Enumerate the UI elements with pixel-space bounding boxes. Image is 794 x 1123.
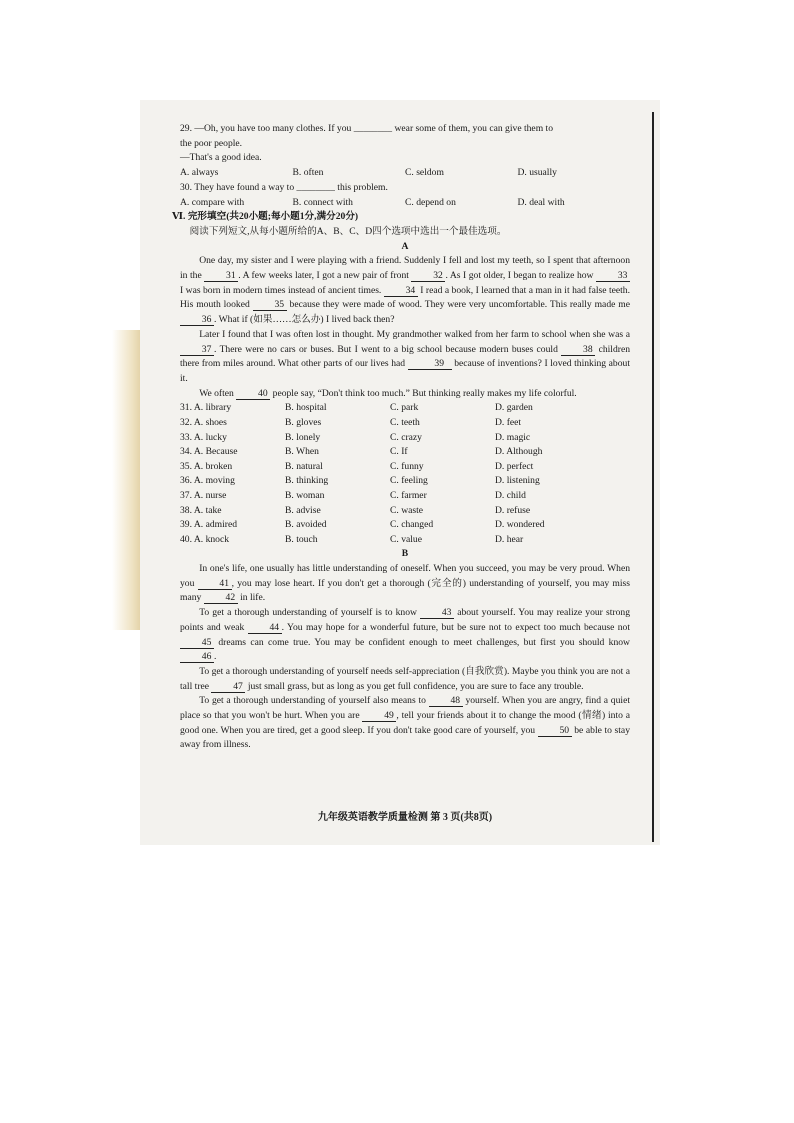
- option: C. park: [390, 402, 419, 414]
- text-run: To get a thorough understanding of yourself is to know: [199, 607, 421, 619]
- page-footer: 九年级英语教学质量检测 第 3 页(共8页): [317, 812, 493, 823]
- blank-38: 38: [561, 344, 595, 356]
- blank-48: 48: [429, 695, 463, 707]
- text-run: I read a book, I learned that a man in it had false teeth. His mouth looked: [180, 284, 630, 311]
- options-31-40: [180, 401, 630, 547]
- option: D. wondered: [495, 519, 545, 531]
- text-run: I was born in modern times instead of ancient times.: [180, 284, 384, 296]
- option: 37. A. nurse: [180, 489, 227, 501]
- q29-line1: 29. —Oh, you have too many clothes. If you ________ wear some of them, you can give them to: [180, 123, 554, 134]
- q30-options: [180, 196, 630, 211]
- option: 33. A. lucky: [180, 431, 227, 443]
- option: B. advise: [285, 504, 321, 516]
- passage-b-paragraph: [180, 606, 630, 665]
- section-title: Ⅵ. 完形填空(共20小题;每小题1分,满分20分): [172, 211, 359, 223]
- option: D. feet: [495, 416, 522, 428]
- blank-31: 31: [204, 270, 238, 282]
- blank-42: 42: [204, 592, 238, 604]
- option: A. always: [180, 167, 219, 179]
- text-run: yourself. When you are angry, find a quiet place so that you won't be hurt. When you are: [180, 695, 630, 722]
- option: C. depend on: [405, 196, 456, 208]
- text-run: because of inventions? I loved thinking about it.: [180, 358, 630, 384]
- option: D. hear: [495, 533, 524, 545]
- text-run: . There were no cars or buses. But I went to a big school because modern buses could: [214, 343, 562, 355]
- passage-a-paragraph: [180, 387, 630, 402]
- option: C. feeling: [390, 475, 428, 487]
- text-run: dreams can come true. You may be confident enough to meet challenges, but first you should know: [214, 636, 630, 648]
- text-run: just small grass, but as long as you get full confidence, you are sure to face any trouble.: [245, 680, 584, 692]
- option: D. child: [495, 489, 526, 501]
- option: B. often: [292, 167, 324, 179]
- q30-line1: 30. They have found a way to ________ this problem.: [180, 181, 388, 193]
- blank-50: 50: [538, 725, 572, 737]
- text-run: about yourself. You may realize your strong points and weak: [180, 607, 630, 633]
- margin-rule: [652, 112, 654, 842]
- option: D. usually: [517, 167, 557, 179]
- q29-options: [180, 166, 630, 181]
- option: 31. A. library: [180, 402, 232, 414]
- passage-a-paragraph: [180, 254, 630, 328]
- blank-34: 34: [384, 285, 418, 297]
- option: C. changed: [390, 519, 434, 531]
- option: C. farmer: [390, 489, 427, 501]
- option: C. crazy: [390, 431, 422, 443]
- option: 32. A. shoes: [180, 416, 227, 428]
- option: D. magic: [495, 431, 531, 443]
- text-run: .: [214, 651, 217, 663]
- text-run: We often: [199, 387, 237, 399]
- option: D. listening: [495, 475, 540, 487]
- passage-b-paragraph: [180, 694, 630, 753]
- option: C. value: [390, 533, 422, 545]
- option: B. connect with: [292, 196, 353, 208]
- option: 34. A. Because: [180, 446, 238, 458]
- q29-line2: the poor people.: [180, 137, 243, 149]
- blank-40: 40: [236, 388, 270, 400]
- section-instruction: 阅读下列短文,从每小题所给的A、B、C、D四个选项中选出一个最佳选项。: [189, 225, 507, 237]
- text-run: because they were made of wood. They were very uncomfortable. This really made me: [286, 299, 630, 311]
- text-run: To get a thorough understanding of yourself also means to: [199, 695, 429, 707]
- text-run: . You may hope for a wonderful future, but be sure not to expect too much because not: [281, 621, 630, 633]
- option: B. lonely: [285, 431, 321, 443]
- text-run: Later I found that I was often lost in thought. My grandmother walked from her farm to school when she was a: [199, 328, 630, 340]
- option: B. woman: [285, 489, 325, 501]
- blank-47: 47: [211, 681, 245, 693]
- text-run: , you may lose heart. If you don't get a thorough (完全的) understanding of yourself, you may miss many: [180, 577, 630, 604]
- text-run: in life.: [237, 592, 266, 604]
- option: 39. A. admired: [180, 519, 238, 531]
- option: C. seldom: [405, 167, 444, 179]
- text-run: be able to stay away from illness.: [180, 724, 630, 751]
- text-run: , tell your friends about it to change the mood (情绪) into a good one. When you are tired, get a good sleep. If you don't take good care of yourself, you: [180, 710, 630, 736]
- option: D. refuse: [495, 504, 531, 516]
- passage-b-paragraph: [180, 665, 630, 694]
- text-run: children there from miles around. What other parts of our lives had: [180, 343, 630, 370]
- passage-b-label: B: [401, 548, 409, 560]
- blank-49: 49: [362, 710, 396, 722]
- option: C. If: [390, 446, 408, 458]
- blank-46: 46: [180, 651, 214, 663]
- option: B. thinking: [285, 475, 329, 487]
- option: 38. A. take: [180, 504, 222, 516]
- option: C. funny: [390, 460, 424, 472]
- option: B. touch: [285, 533, 318, 545]
- blank-41: 41: [198, 578, 232, 590]
- option: C. waste: [390, 504, 424, 516]
- blank-43: 43: [420, 607, 454, 619]
- option: B. hospital: [285, 402, 327, 414]
- blank-37: 37: [180, 344, 214, 356]
- blank-32: 32: [411, 270, 445, 282]
- blank-33: 33: [596, 270, 630, 282]
- option: B. natural: [285, 460, 323, 472]
- text-run: . A few weeks later, I got a new pair of front: [238, 270, 412, 282]
- text-run: To get a thorough understanding of yourself needs self-appreciation (自我欣赏). Maybe you think you are not a tall tree: [180, 665, 630, 692]
- option: C. teeth: [390, 416, 420, 428]
- exam-content: [172, 122, 630, 753]
- q29-line3: —That's a good idea.: [180, 152, 262, 164]
- text-run: . What if (如果……怎么办) I lived back then?: [214, 314, 395, 326]
- text-run: One day, my sister and I were playing with a friend. Suddenly I fell and lost my teeth, so I spent that afternoon in the: [180, 255, 630, 282]
- option: 35. A. broken: [180, 460, 233, 472]
- blank-36: 36: [180, 314, 214, 326]
- text-run: In one's life, one usually has little understanding of oneself. When you succeed, you may be very proud. When you: [180, 563, 630, 589]
- option: D. garden: [495, 402, 533, 414]
- blank-45: 45: [180, 637, 214, 649]
- option: 36. A. moving: [180, 475, 235, 487]
- blank-35: 35: [253, 299, 287, 311]
- option: 40. A. knock: [180, 533, 230, 545]
- option: B. avoided: [285, 519, 327, 531]
- text-run: people say, “Don't think too much.” But thinking really makes my life colorful.: [270, 387, 577, 399]
- option: D. Although: [495, 446, 543, 458]
- text-run: . As I got older, I began to realize how: [445, 270, 597, 282]
- blank-39: 39: [408, 358, 452, 370]
- option: B. When: [285, 446, 319, 458]
- option: A. compare with: [180, 196, 245, 208]
- option: D. deal with: [517, 196, 565, 208]
- passage-a-paragraph: [180, 328, 630, 387]
- option: D. perfect: [495, 460, 534, 472]
- option: B. gloves: [285, 416, 322, 428]
- passage-b-paragraph: [180, 562, 630, 606]
- blank-44: 44: [248, 622, 282, 634]
- passage-a-label: A: [401, 240, 409, 252]
